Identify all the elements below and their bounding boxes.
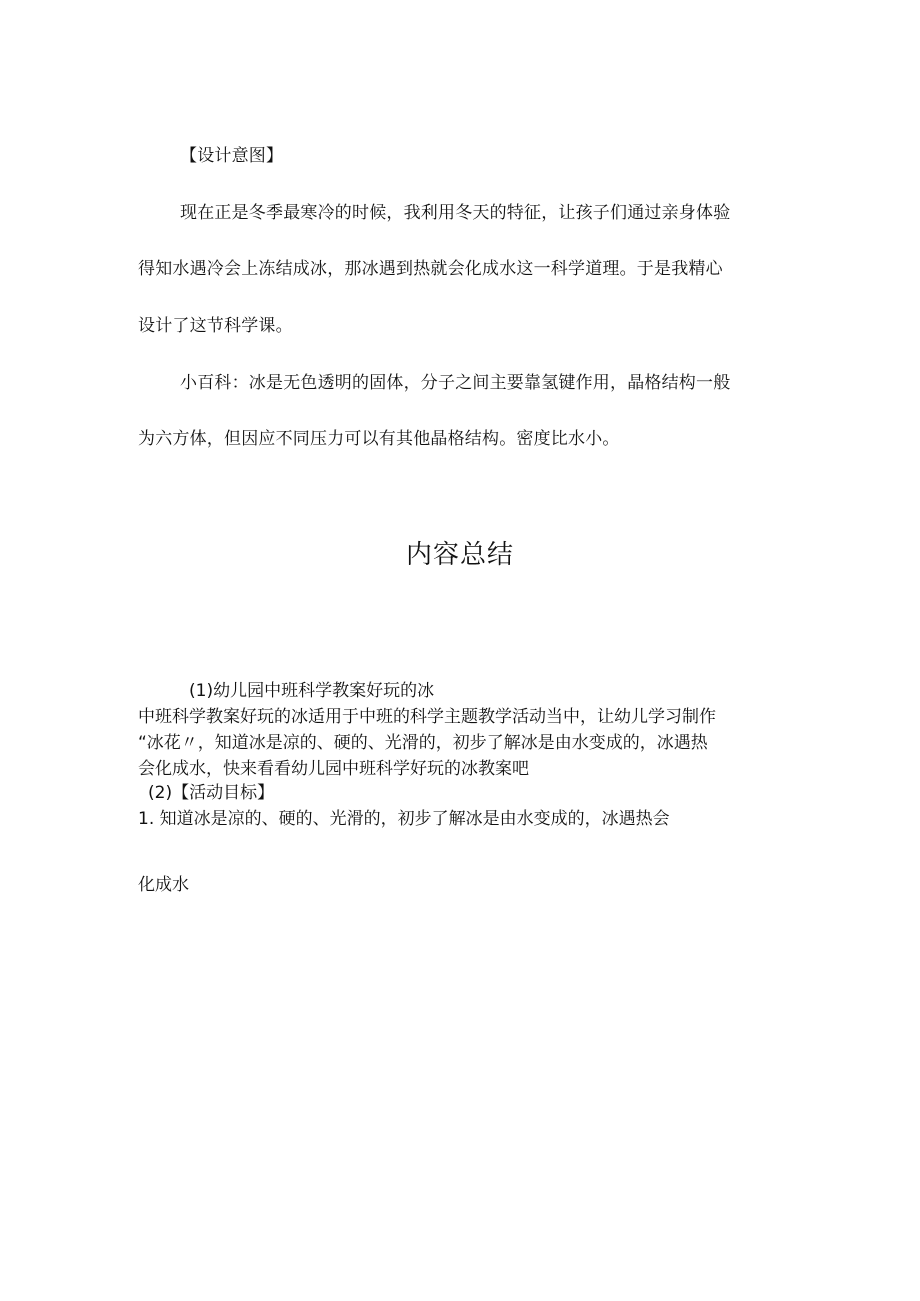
summary-text-line: 会化成水，快来看看幼儿园中班科学好玩的冰教案吧 — [138, 759, 529, 779]
design-intent-heading: 【设计意图】 — [180, 146, 284, 166]
activity-goal-line-continued: 化成水 — [138, 875, 189, 895]
summary-item-title: (1)幼儿园中班科学教案好玩的冰 — [189, 681, 435, 701]
activity-goals-heading: (2)【活动目标】 — [148, 783, 275, 803]
summary-text-line: 中班科学教案好玩的冰适用于中班的科学主题教学活动当中，让幼儿学习制作 — [138, 707, 716, 727]
encyclopedia-paragraph-line: 小百科：冰是无色透明的固体，分子之间主要靠氢键作用，晶格结构一般 — [180, 373, 731, 393]
summary-text-line: “冰花〃，知道冰是凉的、硬的、光滑的，初步了解冰是由水变成的，冰遇热 — [138, 733, 708, 753]
design-intent-paragraph-line: 现在正是冬季最寒冷的时候，我利用冬天的特征，让孩子们通过亲身体验 — [180, 203, 731, 223]
design-intent-paragraph-line: 设计了这节科学课。 — [138, 316, 293, 336]
encyclopedia-paragraph-line: 为六方体，但因应不同压力可以有其他晶格结构。密度比水小。 — [138, 429, 620, 449]
summary-title: 内容总结 — [405, 540, 514, 570]
design-intent-paragraph-line: 得知水遇冷会上冻结成冰，那冰遇到热就会化成水这一科学道理。于是我精心 — [138, 259, 723, 279]
activity-goal-line: 1. 知道冰是凉的、硬的、光滑的，初步了解冰是由水变成的，冰遇热会 — [138, 809, 670, 829]
